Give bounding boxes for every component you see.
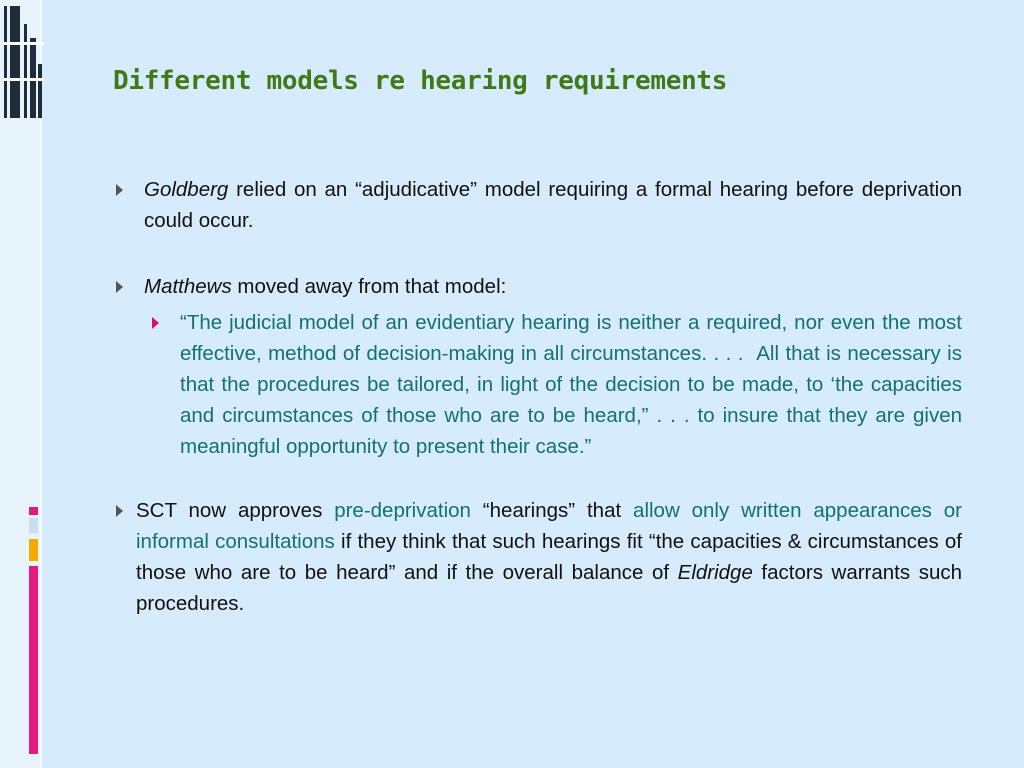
accent-bar-pink [29, 507, 38, 515]
slide-body [114, 174, 962, 619]
bullet-sct [114, 495, 962, 619]
sct-text-3: if they think that such hearings fit “the capacities & circumstances of those who are to be heard” and if the overall balance of [136, 530, 962, 584]
triangle-bullet-icon [116, 281, 123, 293]
bullet-goldberg-text: relied on an “adjudicative” model requiring a formal hearing before deprivation could occur. [144, 178, 962, 232]
triangle-bullet-icon [116, 184, 123, 196]
sub-bullet-quote [114, 307, 962, 462]
case-name-goldberg: Goldberg [144, 178, 229, 201]
accent-bar-pink-long [29, 566, 38, 754]
triangle-bullet-icon [152, 317, 159, 329]
accent-bar-light [29, 518, 38, 533]
bullet-goldberg [114, 174, 962, 236]
sct-text-4: factors warrants such procedures. [136, 561, 962, 615]
slide-title: Different models re hearing requirements [113, 66, 728, 96]
sct-highlight-written: allow only written appearances or informal consultations [136, 499, 962, 553]
bullet-matthews [114, 271, 962, 302]
sct-text-1: SCT now approves [136, 499, 335, 522]
matthews-quote-text: “The judicial model of an evidentiary hearing is neither a required, nor even the most effective, method of decision-making in all circumstances. . . . All that is necessary is that the procedures be tailored, in light of the decision to be made, to ‘the capacities and circumstances of those who are to be heard,” . . . to insure that they are given meaningful opportunity to present their case.” [180, 311, 962, 458]
case-name-matthews: Matthews [144, 275, 232, 298]
accent-bar-orange [29, 539, 38, 561]
sct-highlight-predeprivation: pre-deprivation [334, 499, 471, 522]
triangle-bullet-icon [116, 505, 123, 517]
case-name-eldridge: Eldridge [677, 561, 753, 584]
sct-text-2: “hearings” that [470, 499, 634, 522]
bullet-matthews-text: moved away from that model: [231, 275, 507, 298]
corner-grid-icon [0, 4, 46, 124]
